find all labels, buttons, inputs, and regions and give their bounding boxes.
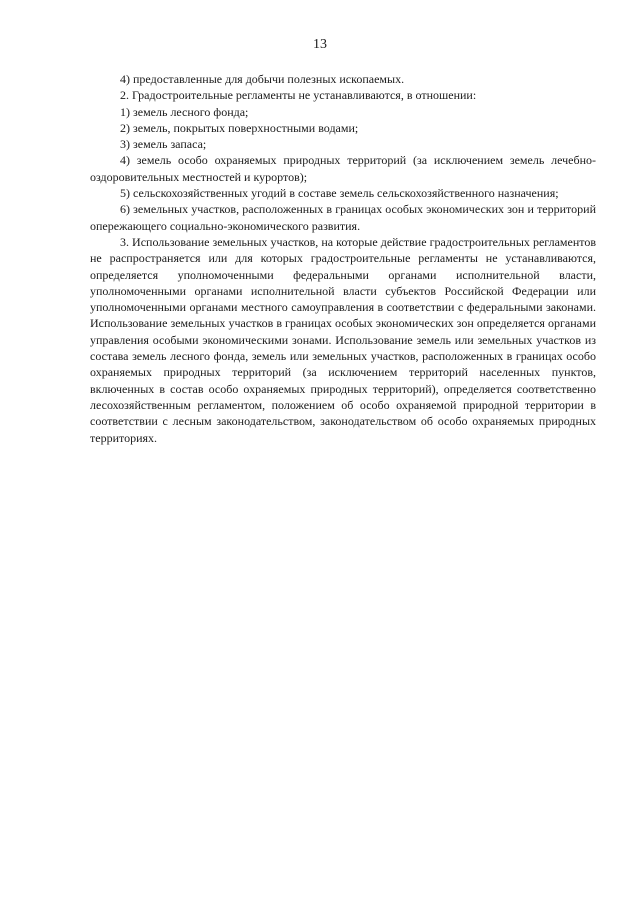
paragraph-item-3-reserve-lands: 3) земель запаса;	[120, 137, 207, 152]
paragraph-item-1-forest-fund: 1) земель лесного фонда;	[120, 104, 249, 119]
paragraph-item-4-protected-areas: 4) земель особо охраняемых природных территорий (за исключением земель лечебно-оздоровительных местностей и курортов);	[90, 153, 596, 184]
paragraph-item-2-water-covered: 2) земель, покрытых поверхностными водами;	[120, 120, 359, 135]
document-body	[90, 71, 596, 446]
paragraph-section-2: 2. Градостроительные регламенты не устанавливаются, в отношении:	[120, 88, 477, 103]
paragraph-item-6-economic-zones: 6) земельных участков, расположенных в границах особых экономических зон и территорий опережающего социально-экономического развития.	[90, 202, 596, 233]
paragraph-item-5-agricultural: 5) сельскохозяйственных угодий в составе земель сельскохозяйственного назначения;	[120, 186, 559, 201]
page-number: 13	[313, 37, 327, 52]
paragraph-section-3: 3. Использование земельных участков, на которые действие градостроительных регламентов не распространяется или для которых градостроительные регламенты не устанавливаются, определяется уполномоченными федеральными органами исполнительной власти, уполномоченными органами исполнительной власти субъектов Российской Федерации или уполномоченными органами местного самоуправления в соответствии с федеральными законами. Использование земельных участков в границах особых экономических зон определяется органами управления особыми экономическими зонами. Использование земель или земельных участков из состава земель лесного фонда, земель или земельных участков, расположенных в границах особо охраняемых природных территорий (за исключением территорий населенных пунктов, включенных в состав особо охраняемых природных территорий), определяется соответственно лесохозяйственным регламентом, положением об особо охраняемой природной территории в соответствии с лесным законодательством, законодательством об особо охраняемых природных территориях.	[90, 234, 596, 445]
paragraph-item-4-mining: 4) предоставленные для добычи полезных ископаемых.	[120, 72, 405, 86]
